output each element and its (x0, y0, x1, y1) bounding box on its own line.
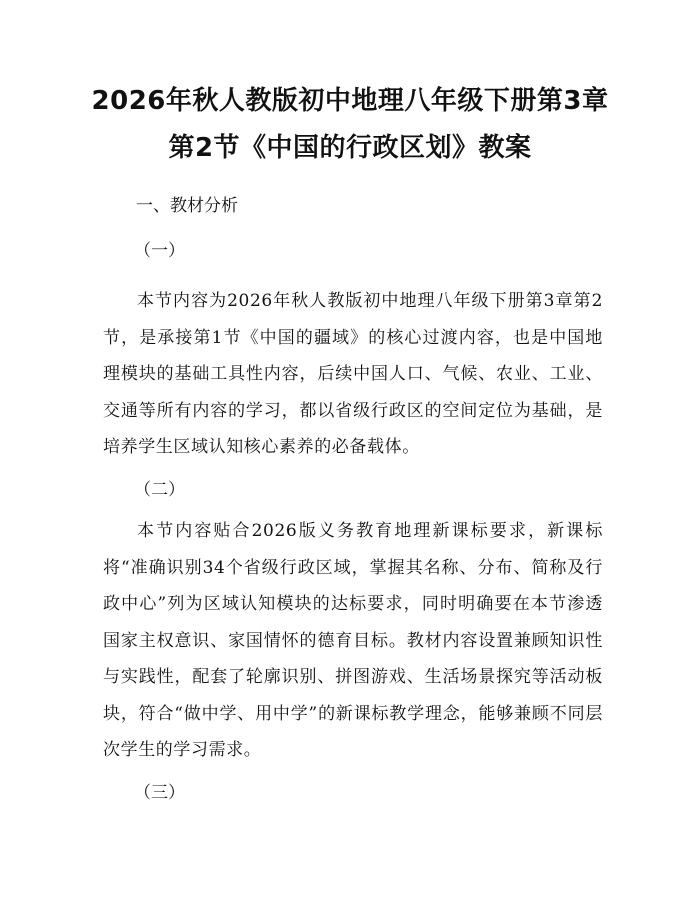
subsection-marker-1: （一） (134, 241, 185, 261)
subsection-marker-2: （二） (134, 480, 185, 500)
document-title-line2: 第2节《中国的行政区划》教案 (168, 133, 532, 163)
paragraph-1: 本节内容为2026年秋人教版初中地理八年级下册第3章第2节，是承接第1节《中国的疆域》的核心过渡内容，也是中国地理模块的基础工具性内容，后续中国人口、气候、农业、工业、交通等所有内容的学习，都以省级行政区的空间定位为基础，是培养学生区域认知核心素养的必备载体。 (103, 291, 603, 457)
section-heading-textbook-analysis: 一、教材分析 (136, 196, 238, 216)
document-title-line1: 2026年秋人教版初中地理八年级下册第3章 (91, 86, 609, 116)
subsection-marker-3: （三） (134, 783, 185, 803)
paragraph-2: 本节内容贴合2026版义务教育地理新课标要求，新课标将“准确识别34个省级行政区域，掌握其名称、分布、简称及行政中心”列为区域认知模块的达标要求，同时明确要在本节渗透国家主权意识、家国情怀的德育目标。教材内容设置兼顾知识性与实践性，配套了轮廓识别、拼图游戏、生活场景探究等活动板块，符合“做中学、用中学”的新课标教学理念，能够兼顾不同层次学生的学习需求。 (103, 521, 603, 760)
